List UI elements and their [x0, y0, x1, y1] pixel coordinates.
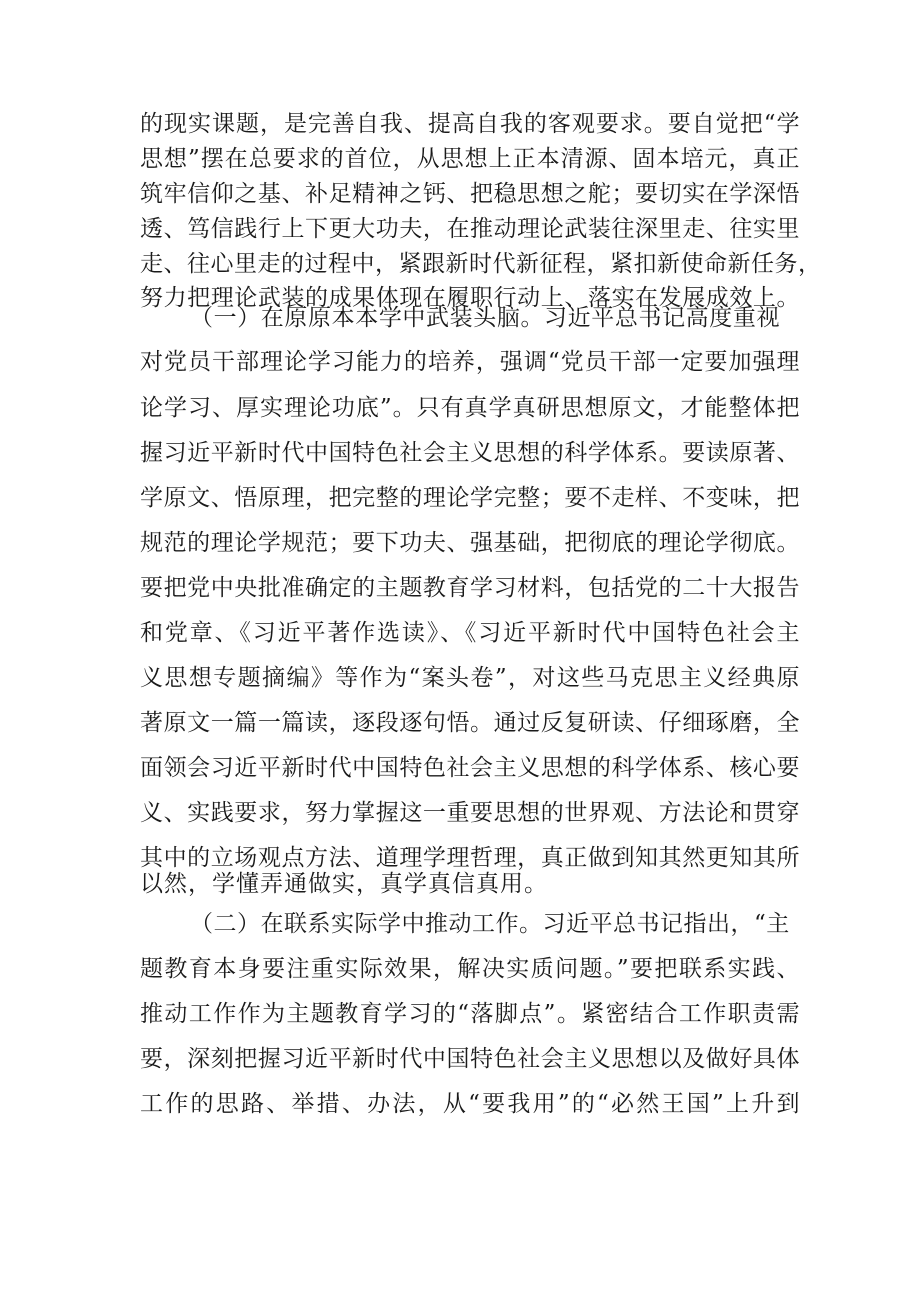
text-line: 学原文、悟原理，把完整的理论学完整；要不走样、不变味，把	[140, 485, 800, 511]
text-line: 走、往心里走的过程中，紧跟新时代新征程，紧扣新使命新任务，	[140, 251, 822, 277]
text-line: 义思想专题摘编》等作为“案头卷”，对这些马克思主义经典原	[140, 665, 800, 691]
text-line: 和党章、《习近平著作选读》、《习近平新时代中国特色社会主	[140, 620, 800, 646]
text-line: 著原文一篇一篇读，逐段逐句悟。通过反复研读、仔细琢磨，全	[140, 710, 800, 736]
text-line: 工作的思路、举措、办法，从“要我用”的“必然王国”上升到	[140, 1091, 800, 1117]
text-line: 筑牢信仰之基、补足精神之钙、把稳思想之舵；要切实在学深悟	[140, 181, 800, 207]
text-line: 推动工作作为主题教育学习的“落脚点”。紧密结合工作职责需	[140, 1001, 800, 1027]
text-line: 努力把理论武装的成果体现在履职行动上、落实在发展成效上。	[140, 285, 800, 311]
text-line: 要，深刻把握习近平新时代中国特色社会主义思想以及做好具体	[140, 1046, 800, 1072]
text-line: 的现实课题，是完善自我、提高自我的客观要求。要自觉把“学	[140, 111, 800, 137]
text-line: 透、笃信践行上下更大功夫，在推动理论武装往深里走、往实里	[140, 216, 800, 242]
text-line: 规范的理论学规范；要下功夫、强基础，把彻底的理论学彻底。	[140, 530, 800, 556]
text-line: 论学习、厚实理论功底”。只有真学真研思想原文，才能整体把	[140, 395, 800, 421]
text-line: 以然，学懂弄通做实，真学真信真用。	[140, 871, 548, 897]
text-line: 对党员干部理论学习能力的培养，强调“党员干部一定要加强理	[140, 349, 800, 375]
text-line: 面领会习近平新时代中国特色社会主义思想的科学体系、核心要	[140, 755, 800, 781]
text-line: 义、实践要求，努力掌握这一重要思想的世界观、方法论和贯穿	[140, 800, 800, 826]
text-line: 思想”摆在总要求的首位，从思想上正本清源、固本培元，真正	[140, 146, 800, 172]
text-line: 题教育本身要注重实际效果，解决实质问题。”要把联系实践、	[140, 956, 800, 982]
text-line: 要把党中央批准确定的主题教育学习材料，包括党的二十大报告	[140, 575, 800, 601]
paragraph-heading-line: （二）在联系实际学中推动工作。习近平总书记指出，“主	[190, 911, 790, 937]
text-line: 其中的立场观点方法、道理学理哲理，真正做到知其然更知其所	[140, 845, 800, 871]
text-line: 握习近平新时代中国特色社会主义思想的科学体系。要读原著、	[140, 440, 800, 466]
paragraph-heading-line: （一）在原原本本学中武装头脑。习近平总书记高度重视	[190, 305, 780, 331]
